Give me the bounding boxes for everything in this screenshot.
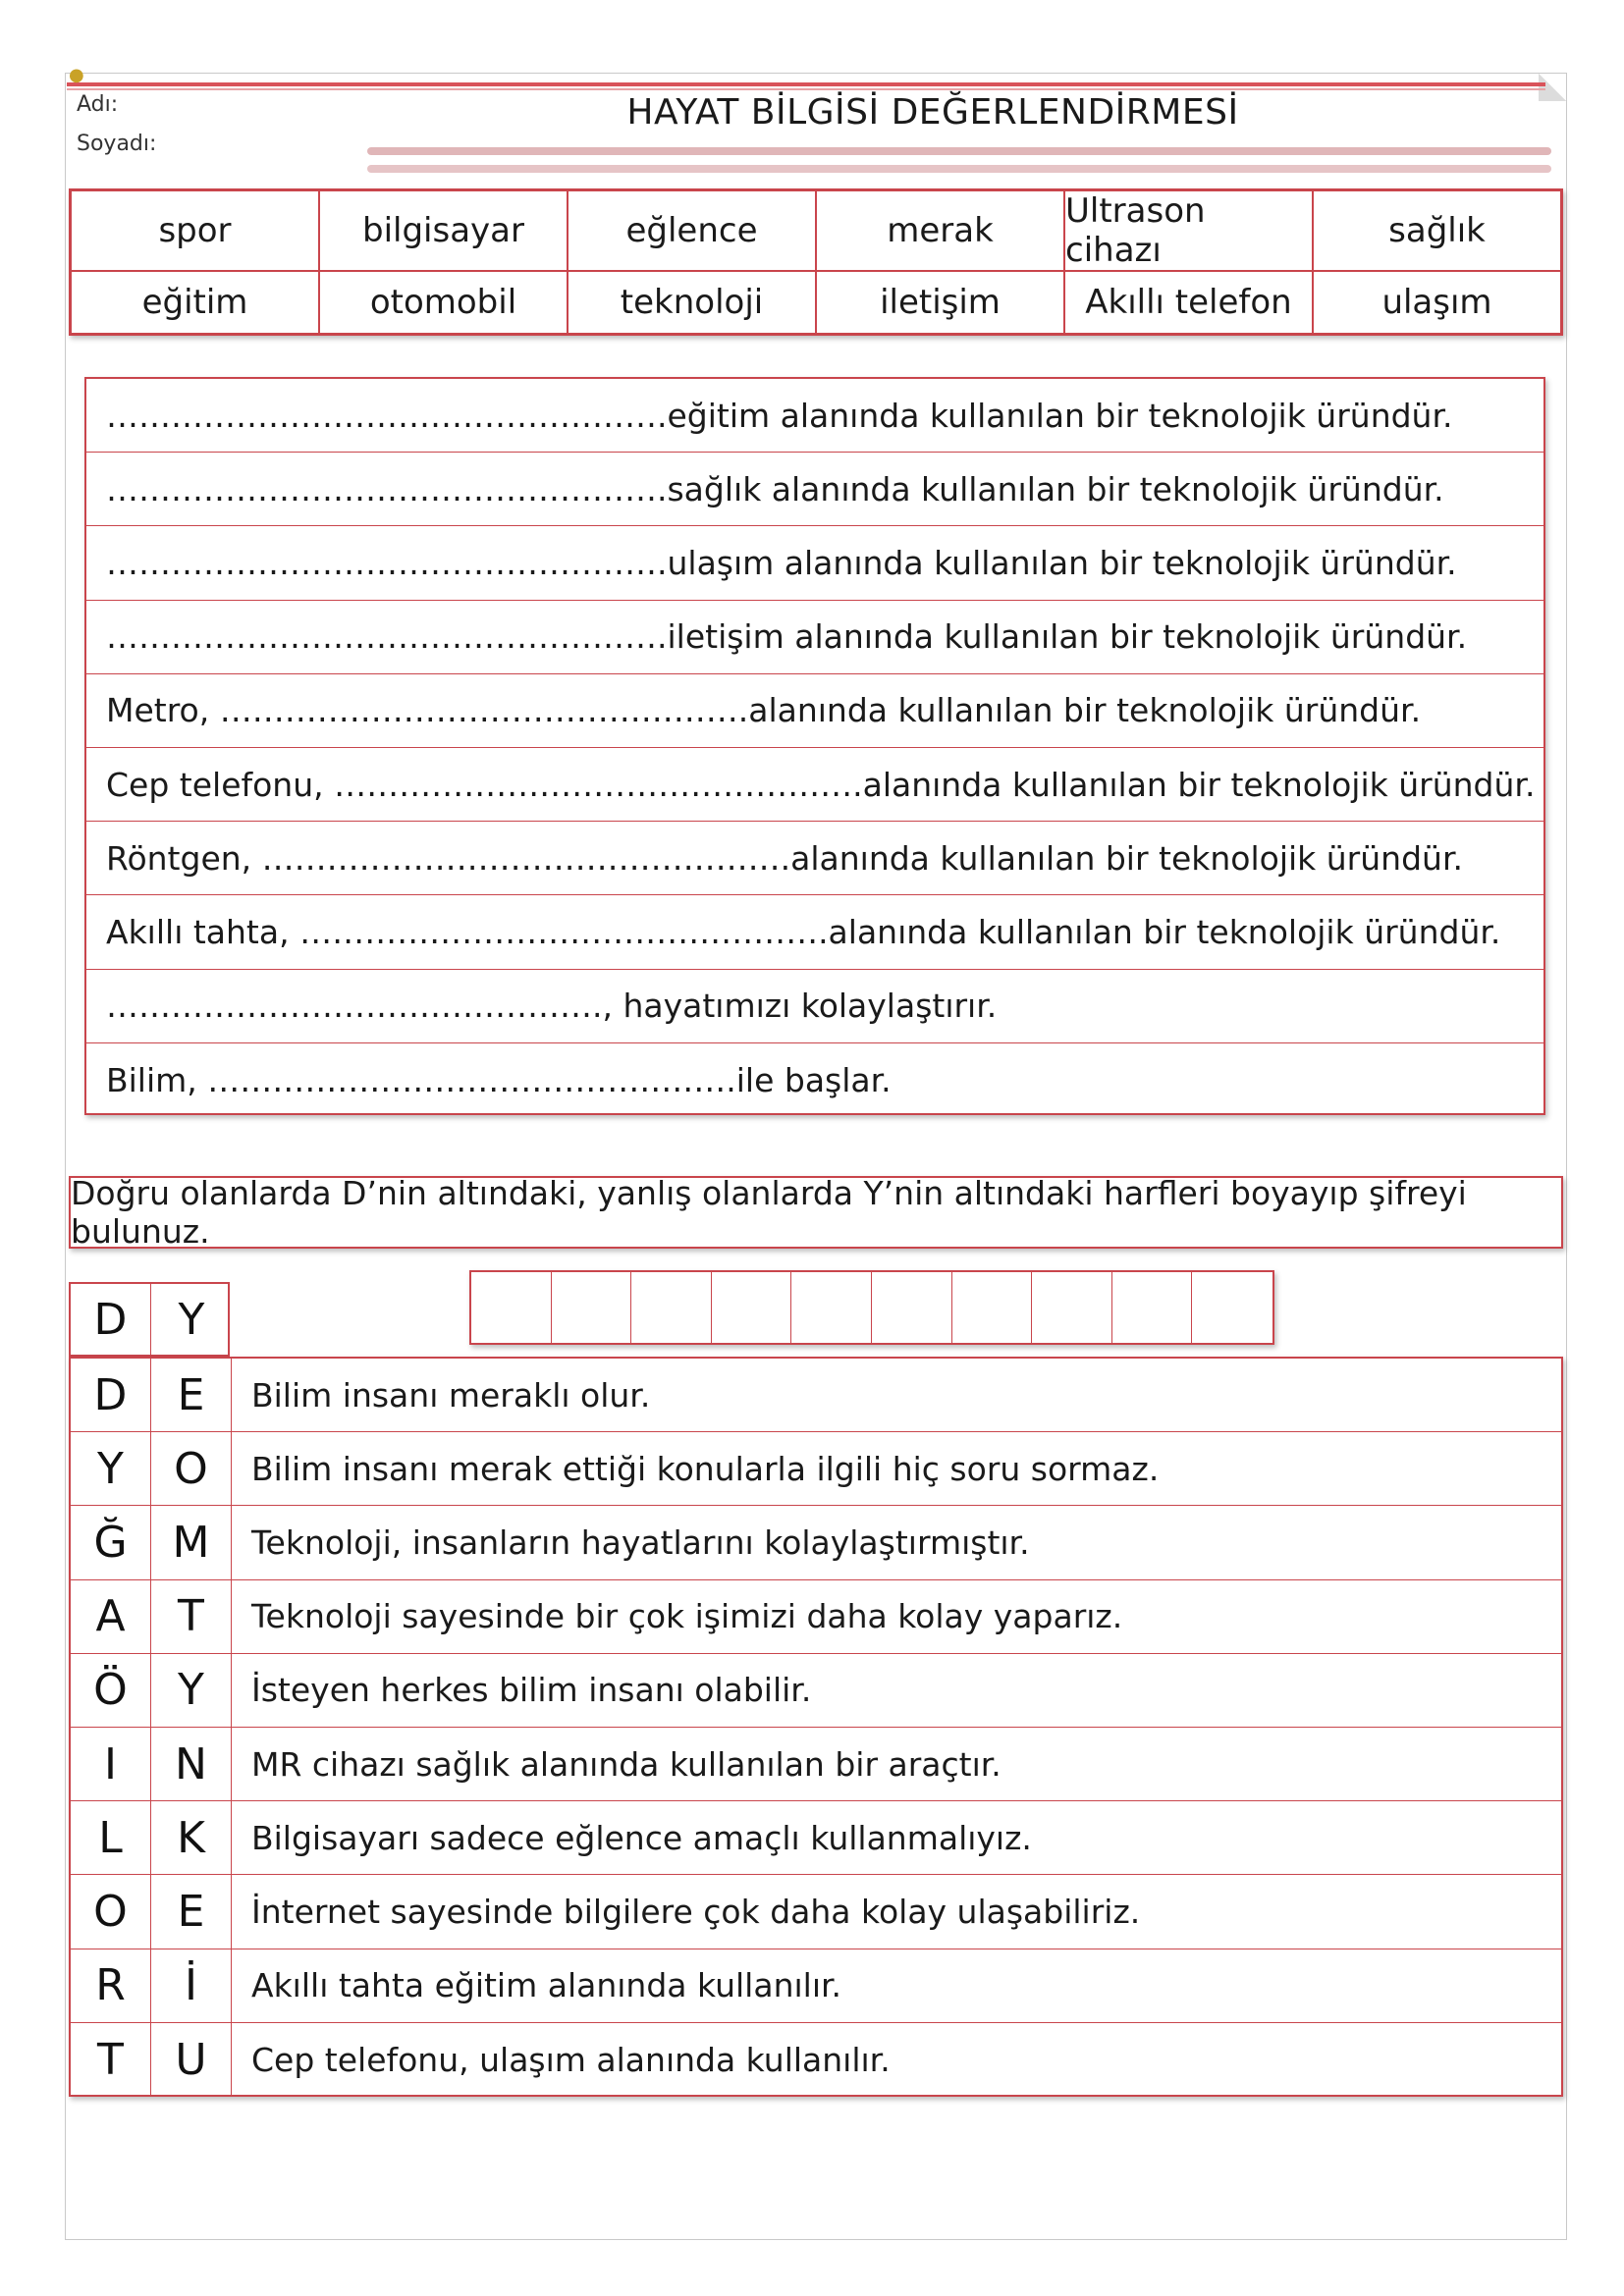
true-letter[interactable]: T: [71, 2023, 151, 2097]
word-bank-cell: sağlık: [1313, 190, 1561, 271]
false-letter[interactable]: Y: [151, 1654, 232, 1727]
word-bank-cell: otomobil: [319, 271, 568, 334]
true-letter[interactable]: D: [71, 1359, 151, 1431]
title-underline-2: [367, 165, 1551, 173]
true-letter[interactable]: I: [71, 1728, 151, 1800]
false-letter[interactable]: E: [151, 1359, 232, 1431]
answer-box[interactable]: [631, 1272, 712, 1343]
word-bank-cell: bilgisayar: [319, 190, 568, 271]
statement: Teknoloji sayesinde bir çok işimizi daha kolay yaparız.: [251, 1597, 1123, 1636]
answer-box[interactable]: [1112, 1272, 1193, 1343]
statement: İsteyen herkes bilim insanı olabilir.: [251, 1671, 812, 1710]
true-column-header: D: [71, 1284, 151, 1355]
word-bank-cell: eğlence: [568, 190, 816, 271]
false-letter[interactable]: N: [151, 1728, 232, 1800]
statement: Teknoloji, insanların hayatlarını kolaylaştırmıştır.: [251, 1522, 1030, 1562]
false-letter[interactable]: İ: [151, 1949, 232, 2022]
fill-blank-row[interactable]: Röntgen, ………………………………………….alanında kullanılan bir teknolojik üründür.: [86, 822, 1543, 895]
answer-box[interactable]: [552, 1272, 632, 1343]
name-label: Adı:: [77, 92, 119, 117]
fill-blank-row[interactable]: …………………………………………….iletişim alanında kullanılan bir teknolojik üründür.: [86, 601, 1543, 674]
answer-box[interactable]: [952, 1272, 1033, 1343]
answer-box[interactable]: [791, 1272, 872, 1343]
word-bank-cell: ulaşım: [1313, 271, 1561, 334]
false-letter[interactable]: M: [151, 1506, 232, 1578]
cipher-row: [71, 1506, 1561, 1579]
fill-blank-row[interactable]: …………………………………………….eğitim alanında kullanılan bir teknolojik üründür.: [86, 379, 1543, 453]
word-bank-cell: teknoloji: [568, 271, 816, 334]
true-letter[interactable]: Ö: [71, 1654, 151, 1727]
false-column-header: Y: [178, 1294, 205, 1345]
page-fold: [1539, 74, 1566, 101]
answer-box[interactable]: [471, 1272, 552, 1343]
false-letter[interactable]: O: [151, 1432, 232, 1505]
word-bank-cell: Akıllı telefon: [1064, 271, 1313, 334]
false-letter[interactable]: K: [151, 1801, 232, 1874]
false-letter[interactable]: T: [151, 1580, 232, 1653]
word-bank-cell: merak: [816, 190, 1064, 271]
page-title: HAYAT BİLGİSİ DEĞERLENDİRMESİ: [626, 92, 1239, 133]
cipher-row: [71, 1801, 1561, 1875]
answer-box[interactable]: [1192, 1272, 1272, 1343]
title-underline: [367, 147, 1551, 155]
cipher-answer-boxes: [469, 1270, 1274, 1345]
cipher-row: [71, 1728, 1561, 1801]
true-false-cipher: [69, 1282, 1563, 2099]
fill-blank-row[interactable]: Metro, ………………………………………….alanında kullanılan bir teknolojik üründür.: [86, 674, 1543, 748]
true-letter[interactable]: R: [71, 1949, 151, 2022]
statement: İnternet sayesinde bilgilere çok daha kolay ulaşabiliriz.: [251, 1892, 1141, 1931]
header-rule-thin: [67, 88, 1545, 90]
statement: Bilim insanı merak ettiği konularla ilgili hiç soru sormaz.: [251, 1449, 1160, 1488]
cipher-row: [71, 2023, 1561, 2097]
cipher-row: [71, 1580, 1561, 1654]
cipher-row: [71, 1654, 1561, 1728]
fill-blank-row[interactable]: Cep telefonu, ………………………………………….alanında kullanılan bir teknolojik üründür.: [86, 748, 1543, 822]
statement: Cep telefonu, ulaşım alanında kullanılır.: [251, 2040, 891, 2079]
fill-blank-row[interactable]: Akıllı tahta, ………………………………………….alanında kullanılan bir teknolojik üründür.: [86, 895, 1543, 969]
surname-label: Soyadı:: [77, 132, 157, 156]
cipher-row: [71, 1432, 1561, 1506]
cipher-row: [71, 1875, 1561, 1949]
word-bank: [69, 188, 1563, 336]
false-letter[interactable]: U: [151, 2023, 232, 2097]
pin-icon: ●: [69, 65, 84, 85]
true-letter[interactable]: O: [71, 1875, 151, 1948]
word-bank-cell: eğitim: [71, 271, 319, 334]
true-letter[interactable]: A: [71, 1580, 151, 1653]
true-letter[interactable]: Ğ: [71, 1506, 151, 1578]
fill-blank-row[interactable]: …………………………………………….ulaşım alanında kullanılan bir teknolojik üründür.: [86, 526, 1543, 600]
false-letter[interactable]: E: [151, 1875, 232, 1948]
fill-blank-row[interactable]: …………………………………………….sağlık alanında kullanılan bir teknolojik üründür.: [86, 453, 1543, 526]
statement: Bilgisayarı sadece eğlence amaçlı kullanmalıyız.: [251, 1818, 1032, 1857]
word-bank-cell: spor: [71, 190, 319, 271]
answer-box[interactable]: [872, 1272, 952, 1343]
cipher-instruction: Doğru olanlarda D’nin altındaki, yanlış olanlarda Y’nin altındaki harfleri boyayıp şifreyi bulunuz.: [69, 1176, 1563, 1249]
cipher-row: [71, 1949, 1561, 2023]
cipher-rows: [69, 1357, 1563, 2097]
cipher-row: [71, 1359, 1561, 1432]
statement: Akıllı tahta eğitim alanında kullanılır.: [251, 1966, 842, 2005]
fill-blank-row[interactable]: ………………………………………., hayatımızı kolaylaştırır.: [86, 970, 1543, 1043]
answer-box[interactable]: [1032, 1272, 1112, 1343]
fill-in-blanks: [84, 377, 1545, 1115]
statement: MR cihazı sağlık alanında kullanılan bir araçtır.: [251, 1744, 1001, 1784]
header-rule: [67, 82, 1545, 86]
fill-blank-row[interactable]: Bilim, ………………………………………….ile başlar.: [106, 1060, 892, 1099]
cipher-header: [69, 1282, 230, 1357]
true-letter[interactable]: L: [71, 1801, 151, 1874]
answer-box[interactable]: [712, 1272, 792, 1343]
true-letter[interactable]: Y: [71, 1432, 151, 1505]
word-bank-cell: Ultrason cihazı: [1064, 190, 1313, 271]
word-bank-cell: iletişim: [816, 271, 1064, 334]
statement: Bilim insanı meraklı olur.: [251, 1375, 651, 1415]
